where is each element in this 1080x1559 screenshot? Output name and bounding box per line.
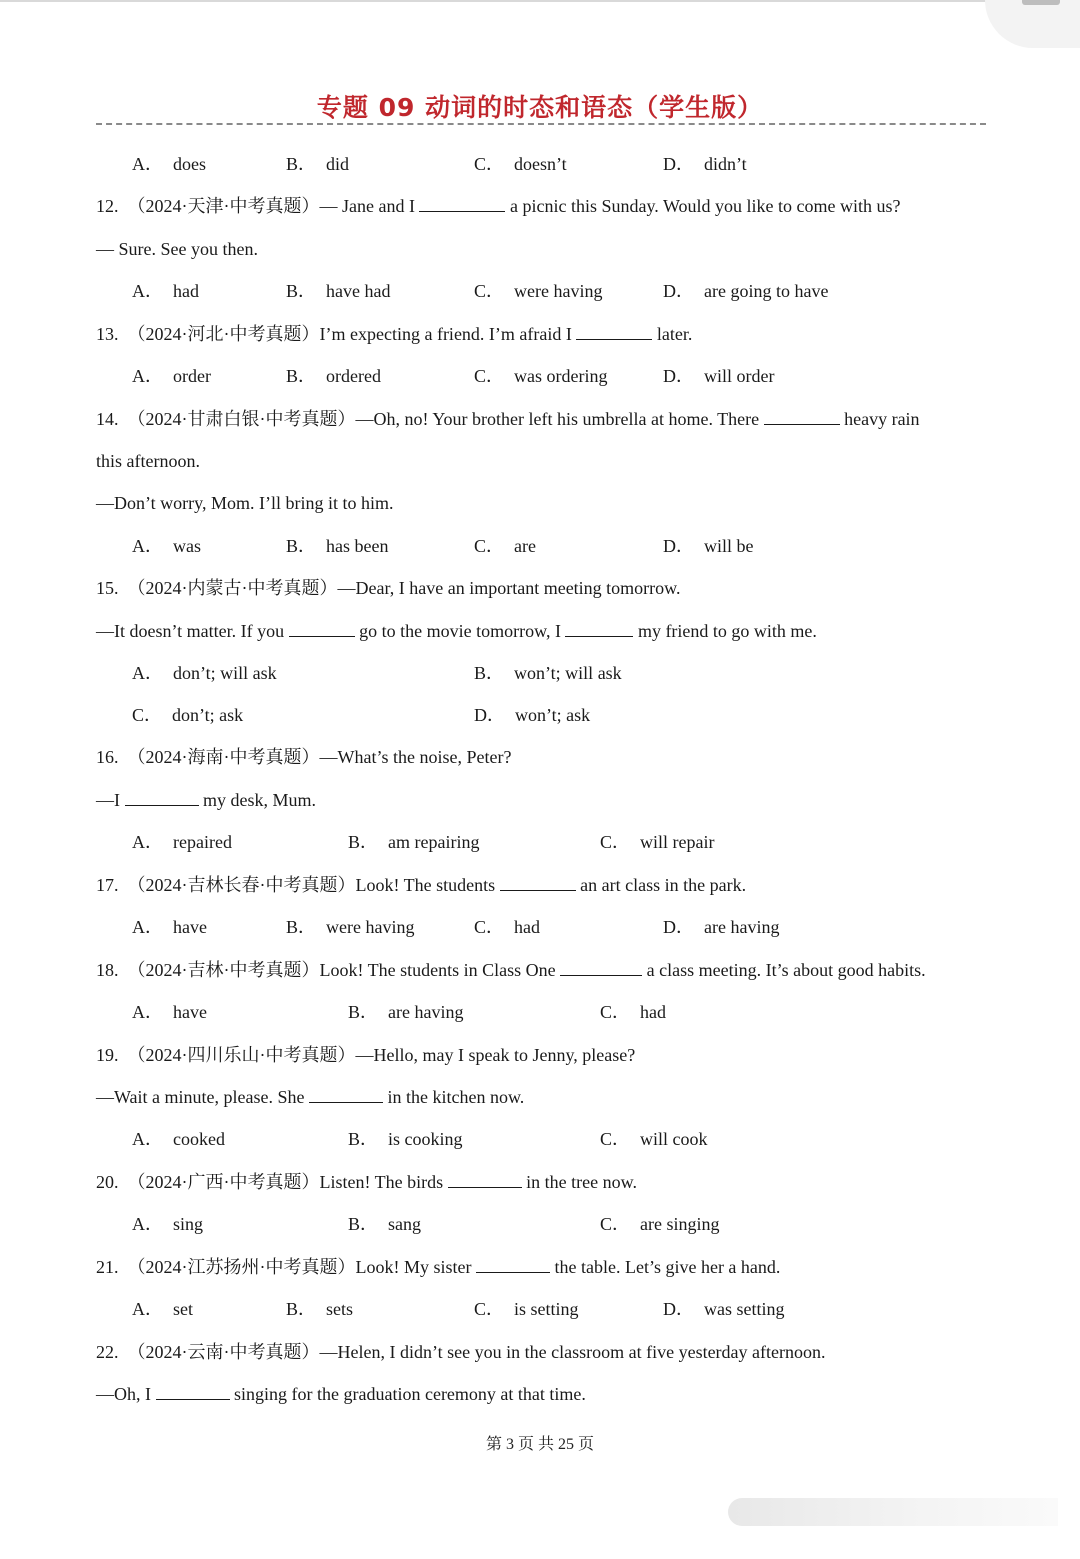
q19-option-a: A． cooked <box>132 1129 225 1149</box>
q13-option-d: D． will order <box>663 366 775 386</box>
q12-stem: 12. （2024·天津·中考真题）— Jane and I a picnic this Sunday. Would you like to come with us? <box>96 196 901 216</box>
q21-option-a: A． set <box>132 1299 193 1319</box>
q21-stem: 21. （2024·江苏扬州·中考真题）Look! My sister the table. Let’s give her a hand. <box>96 1257 781 1277</box>
q15-stem: 15. （2024·内蒙古·中考真题）—Dear, I have an important meeting tomorrow. <box>96 578 681 598</box>
q14-stem: 14. （2024·甘肃白银·中考真题）—Oh, no! Your brother left his umbrella at home. There heavy rain <box>96 409 920 429</box>
q18-stem: 18. （2024·吉林·中考真题）Look! The students in Class One a class meeting. It’s about good habits. <box>96 960 926 980</box>
answer-blank <box>565 620 633 637</box>
q20-option-c: C． are singing <box>600 1214 720 1234</box>
q19-reply: —Wait a minute, please. She in the kitchen now. <box>96 1087 525 1107</box>
q17-option-c: C． had <box>474 917 541 937</box>
answer-blank <box>125 789 199 806</box>
q16-reply: —I my desk, Mum. <box>96 790 317 810</box>
q15-option-d: D． won’t; ask <box>474 705 591 725</box>
top-border <box>0 0 1080 2</box>
q15-reply: —It doesn’t matter. If you go to the movie tomorrow, I my friend to go with me. <box>96 621 817 641</box>
q13-option-a: A． order <box>132 366 211 386</box>
q17-stem: 17. （2024·吉林长春·中考真题）Look! The students an art class in the park. <box>96 875 747 895</box>
q17-option-b: B． were having <box>286 917 415 937</box>
answer-blank <box>476 1256 550 1273</box>
q15-option-a: A． don’t; will ask <box>132 663 277 683</box>
q12-option-b: B． have had <box>286 281 391 301</box>
answer-blank <box>500 874 576 891</box>
q15-option-b: B． won’t; will ask <box>474 663 622 683</box>
q11-option-a: A． does <box>132 154 206 174</box>
q19-stem: 19. （2024·四川乐山·中考真题）—Hello, may I speak to Jenny, please? <box>96 1045 636 1065</box>
q19-option-b: B． is cooking <box>348 1129 463 1149</box>
q12-option-d: D． are going to have <box>663 281 829 301</box>
answer-blank <box>419 195 505 212</box>
corner-handle <box>1022 0 1060 5</box>
answer-blank <box>560 959 642 976</box>
q13-option-b: B． ordered <box>286 366 381 386</box>
q18-option-c: C． had <box>600 1002 667 1022</box>
q14-option-c: C． are <box>474 536 536 556</box>
q17-option-a: A． have <box>132 917 207 937</box>
corner-tab <box>985 0 1080 48</box>
q16-option-a: A． repaired <box>132 832 232 852</box>
answer-blank <box>576 323 652 340</box>
q11-option-d: D． didn’t <box>663 154 747 174</box>
q21-option-d: D． was setting <box>663 1299 785 1319</box>
title-divider <box>96 123 986 125</box>
q18-option-a: A． have <box>132 1002 207 1022</box>
q19-option-c: C． will cook <box>600 1129 708 1149</box>
answer-blank <box>309 1086 383 1103</box>
bottom-scroll-bar[interactable] <box>728 1498 1058 1526</box>
q16-option-c: C． will repair <box>600 832 715 852</box>
q20-option-a: A． sing <box>132 1214 204 1234</box>
q14-option-d: D． will be <box>663 536 754 556</box>
q16-option-b: B． am repairing <box>348 832 480 852</box>
q14-option-b: B． has been <box>286 536 389 556</box>
q12-reply: — Sure. See you then. <box>96 239 258 259</box>
q13-stem: 13. （2024·河北·中考真题）I’m expecting a friend. I’m afraid I later. <box>96 324 693 344</box>
q20-stem: 20. （2024·广西·中考真题）Listen! The birds in the tree now. <box>96 1172 637 1192</box>
answer-blank <box>156 1383 230 1400</box>
answer-blank <box>448 1171 522 1188</box>
q21-option-c: C． is setting <box>474 1299 579 1319</box>
q11-option-b: B． did <box>286 154 350 174</box>
q20-option-b: B． sang <box>348 1214 422 1234</box>
q13-option-c: C． was ordering <box>474 366 608 386</box>
q11-option-c: C． doesn’t <box>474 154 567 174</box>
q12-option-c: C． were having <box>474 281 603 301</box>
q12-option-a: A． had <box>132 281 199 301</box>
q22-stem: 22. （2024·云南·中考真题）—Helen, I didn’t see you in the classroom at five yesterday afternoon. <box>96 1342 826 1362</box>
q16-stem: 16. （2024·海南·中考真题）—What’s the noise, Peter? <box>96 747 512 767</box>
q14-stem-continued: this afternoon. <box>96 451 200 471</box>
q18-option-b: B． are having <box>348 1002 464 1022</box>
page-title: 专题 09 动词的时态和语态（学生版） <box>316 93 764 122</box>
page-number: 第 3 页 共 25 页 <box>485 1436 594 1453</box>
q21-option-b: B． sets <box>286 1299 354 1319</box>
answer-blank <box>289 620 355 637</box>
q17-option-d: D． are having <box>663 917 780 937</box>
q14-reply: —Don’t worry, Mom. I’ll bring it to him. <box>96 493 394 513</box>
answer-blank <box>764 408 840 425</box>
q14-option-a: A． was <box>132 536 201 556</box>
q22-reply: —Oh, I singing for the graduation ceremony at that time. <box>96 1384 586 1404</box>
q15-option-c: C． don’t; ask <box>132 705 244 725</box>
